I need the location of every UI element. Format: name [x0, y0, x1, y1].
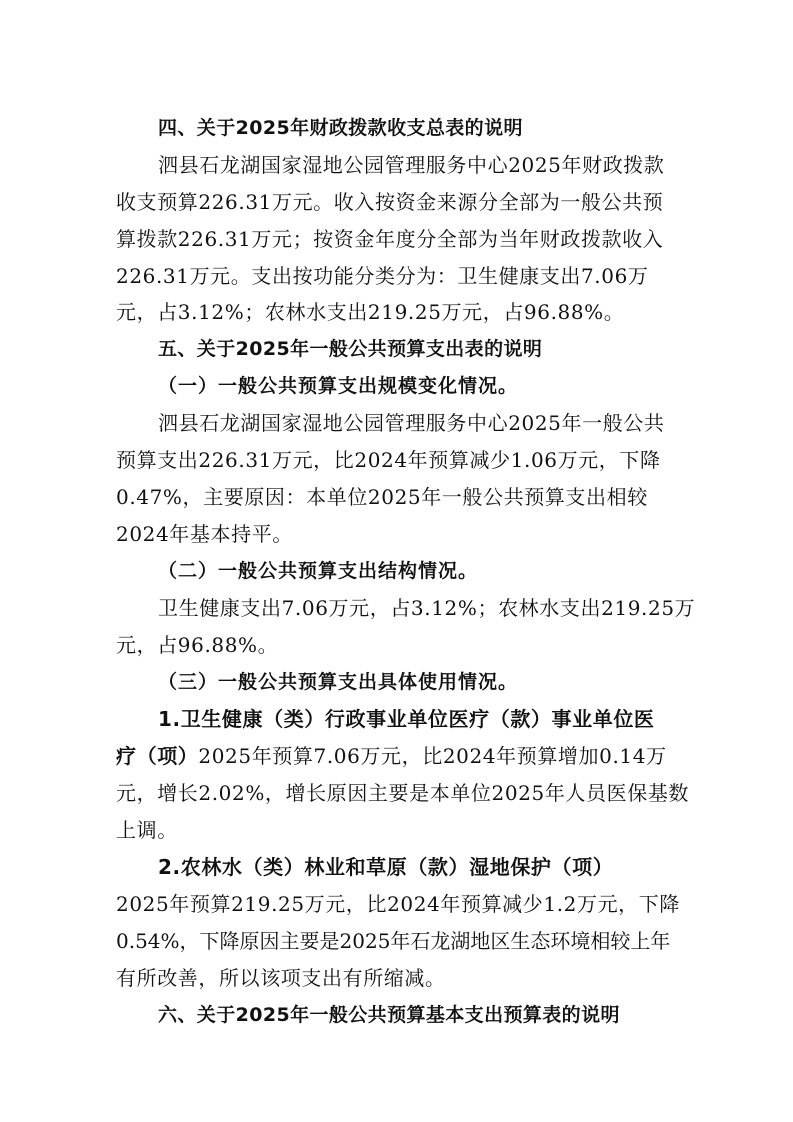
section-5-part-1-line-3: 0.47%，主要原因：本单位2025年一般公共预算支出相较	[116, 485, 648, 509]
section-4-paragraph-line-2: 收支预算226.31万元。收入按资金来源分全部为一般公共预	[116, 190, 664, 214]
section-5-part-2-line-1: 卫生健康支出7.06万元，占3.12%；农林水支出219.25万	[158, 596, 696, 620]
item-2-line-1: 2025年预算219.25万元，比2024年预算减少1.2万元，下降	[116, 892, 680, 916]
item-1-title-bold-fragment: 疗（项）	[116, 744, 199, 768]
section-5-part-1-line-1: 泗县石龙湖国家湿地公园管理服务中心2025年一般公共	[158, 411, 665, 435]
item-1-title-rest: 2025年预算7.06万元，比2024年预算增加0.14万	[198, 744, 667, 768]
section-4-paragraph-line-3: 算拨款226.31万元；按资金年度分全部为当年财政拨款收入	[116, 227, 664, 251]
section-4-paragraph-line-1: 泗县石龙湖国家湿地公园管理服务中心2025年财政拨款	[158, 153, 665, 177]
section-5-part-1-heading: （一）一般公共预算支出规模变化情况。	[158, 375, 519, 397]
section-5-part-1-line-2: 预算支出226.31万元，比2024年预算减少1.06万元，下降	[116, 448, 661, 472]
section-5-part-2-heading: （二）一般公共预算支出结构情况。	[158, 560, 479, 582]
item-1-title-line-2	[116, 743, 667, 769]
section-6-heading: 六、关于2025年一般公共预算基本支出预算表的说明	[158, 1004, 620, 1026]
section-4-heading: 四、关于2025年财政拨款收支总表的说明	[158, 117, 523, 139]
item-2-line-2: 0.54%，下降原因主要是2025年石龙湖地区生态环境相较上年	[116, 929, 671, 953]
section-5-part-2-line-2: 元，占96.88%。	[116, 633, 279, 657]
section-4-paragraph-line-5: 元，占3.12%；农林水支出219.25万元，占96.88%。	[116, 300, 625, 324]
item-1-title-line-1: 1.卫生健康（类）行政事业单位医疗（款）事业单位医	[158, 707, 655, 731]
item-1-line-4: 上调。	[116, 818, 178, 842]
item-2-line-3: 有所改善，所以该项支出有所缩减。	[116, 966, 446, 990]
section-4-paragraph-line-4: 226.31万元。支出按功能分类分为：卫生健康支出7.06万	[116, 264, 649, 288]
section-5-part-3-heading: （三）一般公共预算支出具体使用情况。	[158, 671, 519, 693]
item-2-title: 2.农林水（类）林业和草原（款）湿地保护（项）	[158, 855, 614, 879]
item-1-line-3: 元，增长2.02%，增长原因主要是本单位2025年人员医保基数	[116, 781, 690, 805]
section-5-heading: 五、关于2025年一般公共预算支出表的说明	[158, 338, 543, 360]
section-5-part-1-line-4: 2024年基本持平。	[116, 522, 293, 546]
